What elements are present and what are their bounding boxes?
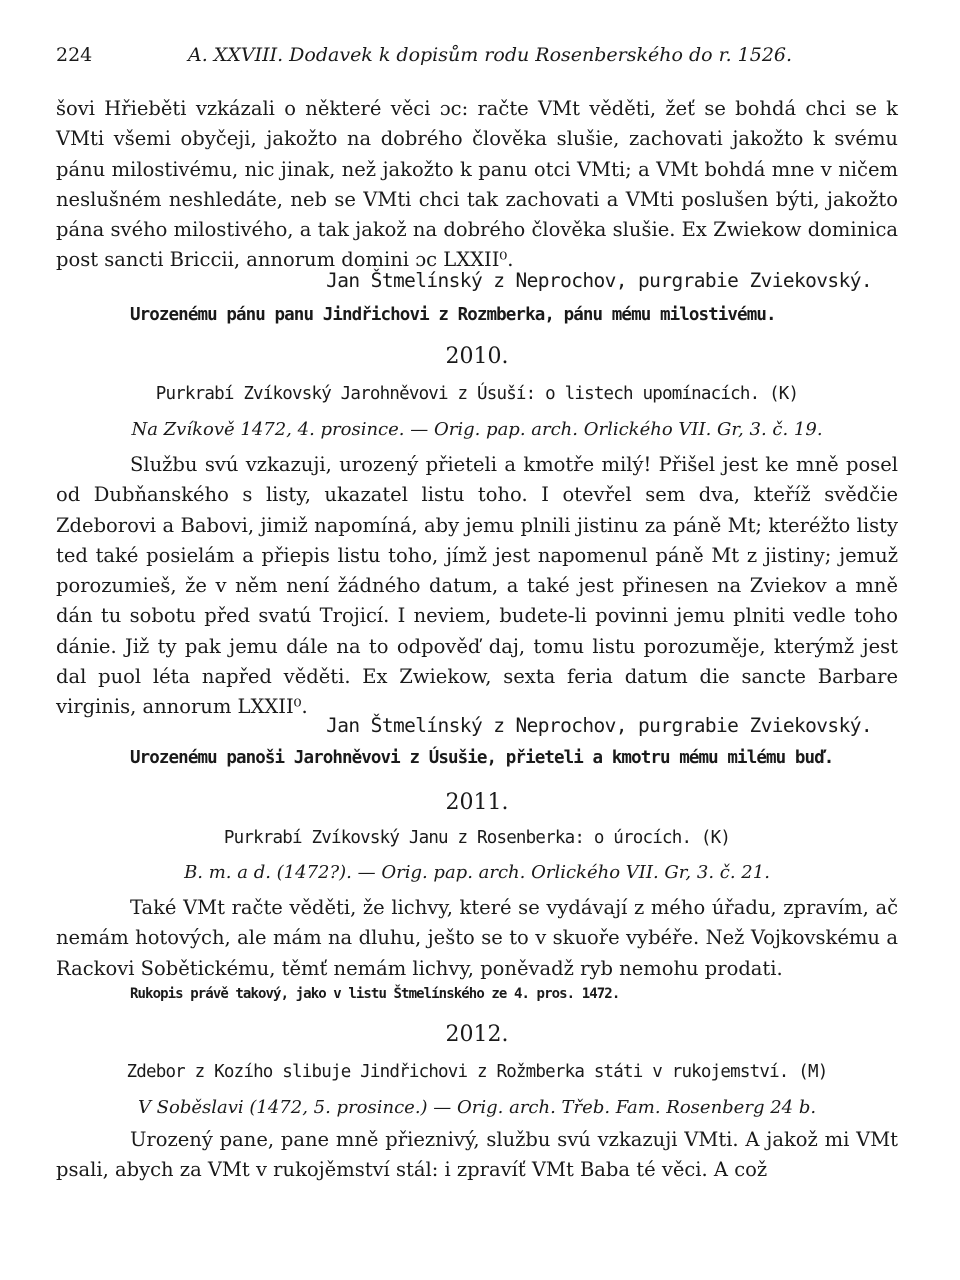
address-line: Urozenému panoši Jarohněvovi z Úsušie, přieteli a kmotru mému milému buď. — [130, 748, 834, 768]
letter-regest: Purkrabí Zvíkovský Jarohněvovi z Úsuší: o listech upomínacích. (K) — [155, 384, 799, 404]
letter-regest: Zdebor z Kozího slibuje Jindřichovi z Rožmberka státi v rukojemství. (M) — [126, 1062, 828, 1082]
letter-regest: Purkrabí Zvíkovský Janu z Rosenberka: o úrocích. (K) — [223, 828, 731, 848]
letter-body: Také VMt račte věděti, že lichvy, které se vydávají z mého úřadu, zpravím, ač nemám hotových, ale mám na dluhu, ješto se to v skuoře vybéře. Než Vojkovskému a Rackovi Sobětickému, těmť nemám lichvy, poněvadž ryb nemohu prodati. — [56, 896, 898, 980]
letter-number: 2012. — [445, 1022, 509, 1047]
continued-letter — [56, 94, 898, 325]
letter-2010-text — [56, 450, 898, 768]
letter-2011-text — [56, 893, 898, 1002]
page-number: 224 — [56, 44, 93, 66]
letter-source: B. m. a d. (1472?). — Orig. pap. arch. Orlického VII. Gr, 3. č. 21. — [184, 862, 770, 883]
letter-source: V Soběslavi (1472, 5. prosince.) — Orig. arch. Třeb. Fam. Rosenberg 24 b. — [137, 1097, 817, 1118]
address-line: Urozenému pánu panu Jindřichovi z Rozmberka, pánu mému milostivému. — [130, 305, 776, 325]
letter-2012-text — [56, 1125, 898, 1186]
letter-body: Urozený pane, pane mně přieznivý, službu svú vzkazuji VMti. A jakož mi VMt psali, abych za VMt v rukojěmství stál: i zpravíť VMt Baba té věci. A což — [56, 1128, 898, 1182]
letter-number: 2011. — [445, 790, 509, 815]
letter-number: 2010. — [445, 344, 509, 369]
signature: Jan Štmelínský z Neprochov, purgrabie Zviekovský. — [326, 714, 872, 737]
letter-source: Na Zvíkově 1472, 4. prosince. — Orig. pap. arch. Orlického VII. Gr, 3. č. 19. — [131, 419, 823, 440]
page-header — [56, 44, 904, 74]
letter-body: šovi Hřieběti vzkázali o některé věci ɔc: račte VMt věděti, žeť se bohdá chci se k VMti všemi obyčeji, jakožto na dobrého člověka slušie, zachovati jakožto k svému pánu milostivému, nic jinak, než jakožto k panu otci VMti; a VMt bohdá mne v ničem neslušném neshledáte, neb se VMti chci tak zachovati a VMti poslušen býti, jakožto pána svého milostivého, a tak jakož na dobrého člověka slušie. Ex Zwiekow dominica post sancti Briccii, annorum domini ɔc LXXII⁰. — [56, 97, 898, 272]
letter-body: Službu svú vzkazuji, urozený přieteli a kmotře milý! Přišel jest ke mně posel od Dubňanského s listy, ukazatel listu toho. I otevřel sem dva, kteříž svědčie Zdeborovi a Babovi, jimiž napomíná, aby jemu plnili jistinu za páně Mt; kteréžto listy ted také posielám a přiepis listu toho, jímž jest napomenul páně Mt z jistiny; jemuž porozumieš, že v něm není žádného datum, a také jest přinesen na Zviekov a mně dán tu sobotu před svatú Trojicí. I neviem, budete-li povinni jemu plniti vedle toho dánie. Již ty pak jemu dále na to odpověď daj, tomu listu porozuměje, kterýmž jest dal puol léta napřed věděti. Ex Zwiekow, sexta feria datum die sancte Barbare virginis, annorum LXXII⁰. — [56, 453, 898, 719]
signature: Jan Štmelínský z Neprochov, purgrabie Zviekovský. — [326, 269, 872, 292]
editor-note: Rukopis právě takový, jako v listu Štmelínského ze 4. pros. 1472. — [130, 986, 620, 1002]
running-head: A. XXVIII. Dodavek k dopisům rodu Rosenberského do r. 1526. — [188, 44, 793, 66]
